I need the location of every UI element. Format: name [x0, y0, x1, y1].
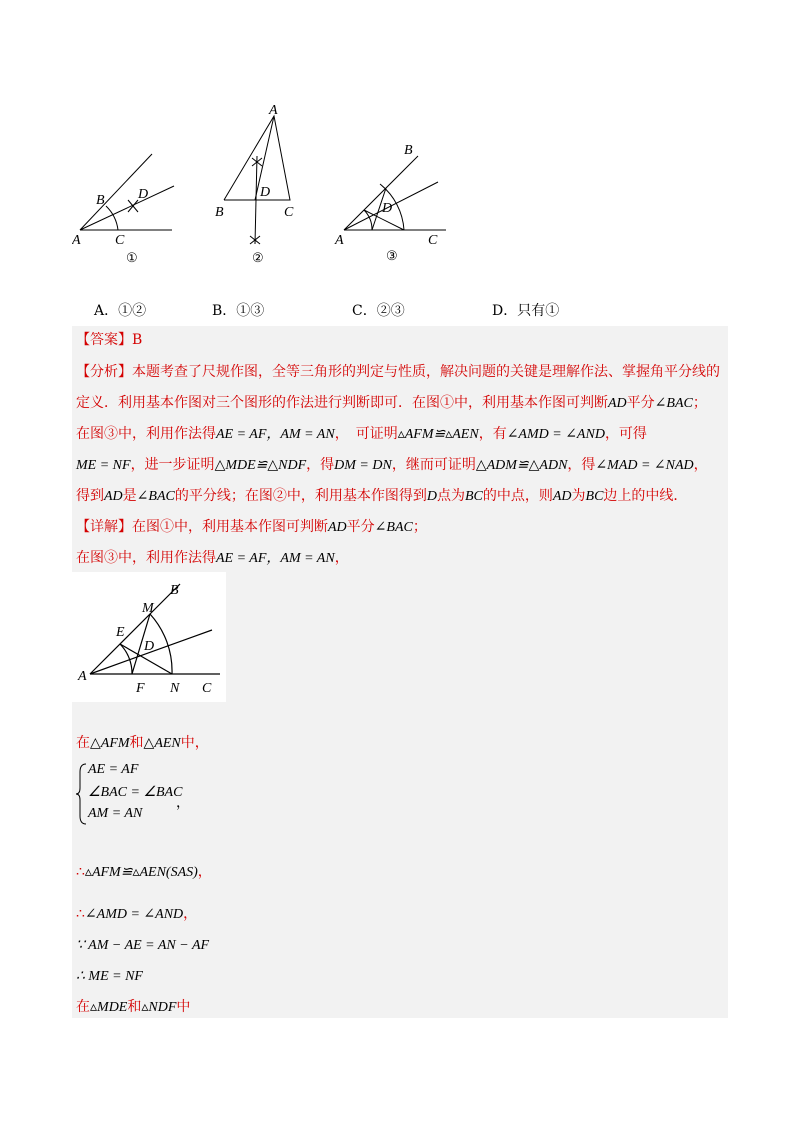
label-c: C [202, 681, 212, 696]
detail-line-3: 在△AFM和△AEN中， [76, 735, 209, 751]
label-n: N [170, 681, 180, 696]
equation-row-1: AE = AF [88, 762, 139, 777]
label-b: B [215, 205, 224, 220]
figure-4 [72, 574, 226, 702]
equation-row-2: ∠BAC = ∠BAC [88, 785, 183, 800]
label-c: C [428, 233, 438, 248]
detail-line-5: ∴∠AMD = ∠AND， [76, 906, 198, 922]
label-m: M [142, 601, 154, 616]
figure-1-drawing [72, 148, 182, 266]
analysis-line-2: 定义．利用基本作图对三个图形的作法进行判断即可．在图①中，利用基本作图可判断AD平分∠BAC； [76, 395, 707, 411]
equation-row-3: AM = AN [88, 806, 143, 821]
solution-shade-side [226, 572, 728, 702]
figure-3 [334, 142, 452, 266]
detail-line-1: 【详解】在图①中，利用基本作图可判断AD平分∠BAC； [76, 519, 427, 535]
label-c: C [115, 233, 125, 248]
ray-ad [80, 186, 174, 230]
label-d: D [382, 201, 393, 216]
answer-line: 【答案】B [76, 332, 143, 348]
detail-line-4: ∴▵AFM≌▵AEN(SAS)， [76, 864, 212, 880]
answer-options [94, 300, 734, 320]
figure-3-drawing [334, 142, 452, 266]
label-d: D [260, 185, 271, 200]
label-f: F [136, 681, 145, 696]
figure-1 [72, 148, 182, 266]
arc-bc [106, 206, 118, 230]
label-a: A [335, 233, 344, 248]
label-c: C [284, 205, 294, 220]
label-b: B [96, 193, 105, 208]
label-b: B [170, 583, 179, 598]
figure-caption: ③ [386, 248, 398, 263]
label-d: D [144, 639, 155, 654]
detail-line-8: 在▵MDE和▵NDF中 [76, 999, 191, 1015]
detail-line-6: ∵ AM − AE = AN − AF [76, 938, 210, 953]
equation-comma: ， [176, 796, 190, 811]
figure-2 [212, 104, 302, 266]
analysis-line-3: 在图③中，利用作法得AE = AF，AM = AN， 可证明▵AFM≌▵AEN，有∠AMD = ∠AND，可得 [76, 426, 647, 442]
option-a[interactable]: A．①② [94, 303, 147, 319]
label-a: A [72, 233, 81, 248]
label-b: B [404, 143, 413, 158]
option-c[interactable]: C．②③ [352, 303, 405, 319]
ray-ab [90, 584, 180, 674]
detail-line-2: 在图③中，利用作法得AE = AF，AM = AN， [76, 550, 349, 566]
label-e: E [116, 625, 125, 640]
figure-4-drawing [72, 574, 226, 702]
small-arc [120, 644, 132, 674]
option-d[interactable]: D．只有① [492, 303, 560, 319]
figure-caption: ① [126, 250, 138, 265]
figure-2-drawing [212, 104, 302, 266]
equation-system [76, 762, 216, 826]
detail-line-7: ∴ ME = NF [76, 969, 143, 984]
label-a: A [269, 104, 278, 118]
analysis-line-1: 【分析】本题考查了尺规作图，全等三角形的判定与性质，解决问题的关键是理解作法、掌握角平分线的 [76, 364, 720, 380]
label-d: D [138, 187, 149, 202]
figure-caption: ② [252, 250, 264, 265]
option-b[interactable]: B．①③ [212, 303, 265, 319]
analysis-line-4: ME = NF，进一步证明△MDE≌△NDF，得DM = DN，继而可证明△ADM≌△ADN，得∠MAD = ∠NAD， [76, 457, 708, 473]
label-a: A [78, 669, 87, 684]
analysis-line-5: 得到AD是∠BAC的平分线；在图②中，利用基本作图得到D点为BC的中点，则AD为BC边上的中线． [76, 488, 688, 504]
brace-icon [76, 762, 88, 826]
